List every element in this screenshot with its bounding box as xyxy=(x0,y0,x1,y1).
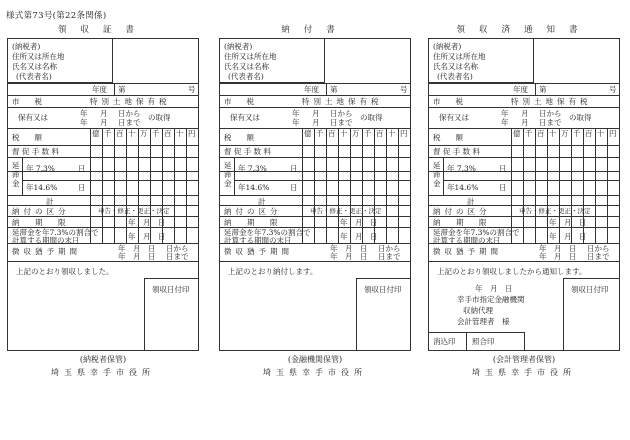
deferral-ymd-2: 年 月 日 xyxy=(118,252,156,261)
form-number: 様式第73号(第22条関係) xyxy=(6,11,107,21)
period-year-1: 年 xyxy=(80,109,88,118)
period-year-2: 年 xyxy=(80,118,88,127)
rate2: 年14.6% xyxy=(238,183,270,192)
bank-name: 幸手市指定金融機関 xyxy=(457,295,525,304)
deferral-from: 日から xyxy=(378,244,401,253)
digit-column-line xyxy=(126,128,127,243)
digit-column-line xyxy=(174,128,175,243)
rule-line xyxy=(220,145,410,146)
to-label: 日まで xyxy=(118,118,141,127)
divider xyxy=(114,83,115,95)
address-label: 住所又は所在地 xyxy=(433,52,486,61)
rule-line xyxy=(429,216,619,217)
rate1: 年 7.3% xyxy=(238,164,267,173)
deferral-label: 徴収猶予期間 xyxy=(433,247,502,256)
total-label: 計 xyxy=(467,197,475,206)
rate1-day: 日 xyxy=(78,164,86,173)
message: 上記のとおり領収しました。 xyxy=(16,267,114,276)
rule-line xyxy=(220,216,410,217)
rule-line xyxy=(443,180,619,181)
rate1-day: 日 xyxy=(499,164,507,173)
name-label: 氏名又は名称 xyxy=(224,62,269,71)
to-label: 日まで xyxy=(330,118,353,127)
holding-label: 保有又は xyxy=(230,113,260,122)
rule-line xyxy=(220,157,410,158)
rule-line xyxy=(429,261,619,262)
digit-column-line xyxy=(595,128,596,243)
rule-line xyxy=(8,145,198,146)
rule-line xyxy=(8,107,198,108)
address-label: 住所又は所在地 xyxy=(224,52,277,61)
city-tax-label: 市 税 xyxy=(433,97,463,106)
panel-title: 領収済通知書 xyxy=(456,25,592,35)
message: 上記のとおり納付します。 xyxy=(228,267,318,276)
panel-title: 納付書 xyxy=(281,25,349,35)
rule-line xyxy=(429,107,619,108)
rep-label: (代表者名) xyxy=(16,72,52,81)
taxpayer-box xyxy=(8,39,113,83)
rule-line xyxy=(22,180,198,181)
digit-label: 千 xyxy=(104,129,112,138)
taxpayer-label: (納税者) xyxy=(12,42,41,51)
deadline-label: 納 期 限 xyxy=(224,218,282,227)
penalty-end-ymd: 年 月 日 xyxy=(128,232,166,241)
city-tax-label: 市 税 xyxy=(12,97,42,106)
digit-label: 円 xyxy=(188,129,196,138)
form-panel-2 xyxy=(219,38,411,351)
footer-city: 埼玉県幸手市役所 xyxy=(263,368,367,377)
acquisition-label: の取得 xyxy=(148,113,171,122)
digit-label: 円 xyxy=(609,129,617,138)
footer-role: (金融機関保管) xyxy=(287,355,343,364)
digit-label: 百 xyxy=(328,129,336,138)
digit-label: 万 xyxy=(561,129,569,138)
deferral-to: 日まで xyxy=(166,252,189,261)
digit-label: 万 xyxy=(352,129,360,138)
penalty-divider xyxy=(22,157,23,195)
tax-amount-label: 税 額 xyxy=(224,133,254,142)
deferral-ymd-1: 年 月 日 xyxy=(539,244,577,253)
digit-column-line xyxy=(198,128,199,243)
rate2-day: 日 xyxy=(290,183,298,192)
deferral-label: 徴収猶予期間 xyxy=(12,247,81,256)
taxpayer-label: (納税者) xyxy=(224,42,253,51)
rule-line xyxy=(220,261,410,262)
digit-label: 十 xyxy=(340,129,348,138)
name-label: 氏名又は名称 xyxy=(433,62,478,71)
footer-city: 埼玉県幸手市役所 xyxy=(472,368,576,377)
divider xyxy=(326,83,327,95)
digit-label: 十 xyxy=(549,129,557,138)
year-label: 年度 xyxy=(304,85,319,94)
rate2: 年14.6% xyxy=(447,183,479,192)
from-label: 日から xyxy=(539,109,562,118)
period-year-2: 年 xyxy=(292,118,300,127)
penalty-label: 延滞金 xyxy=(224,161,232,188)
total-label: 計 xyxy=(258,197,266,206)
digit-label: 百 xyxy=(585,129,593,138)
rule-line xyxy=(220,95,410,96)
deadline-ymd: 年 月 日 xyxy=(340,218,378,227)
tax-type: 特別土地保有税 xyxy=(90,97,171,106)
penalty-end-ymd: 年 月 日 xyxy=(549,232,587,241)
payment-class-label: 納付の区分 xyxy=(224,207,282,216)
number-suffix: 号 xyxy=(400,85,408,94)
deadline-label: 納 期 限 xyxy=(433,218,491,227)
tax-type: 特別土地保有税 xyxy=(511,97,592,106)
deferral-ymd-1: 年 月 日 xyxy=(118,244,156,253)
rule-line xyxy=(8,95,198,96)
rule-line xyxy=(8,157,198,158)
deferral-ymd-1: 年 月 日 xyxy=(330,244,368,253)
digit-label: 億 xyxy=(92,129,100,138)
rule-line xyxy=(220,107,410,108)
deadline-label: 納 期 限 xyxy=(12,218,70,227)
city-tax-label: 市 税 xyxy=(224,97,254,106)
rule-line xyxy=(429,195,619,196)
year-label: 年度 xyxy=(513,85,528,94)
tax-type: 特別土地保有税 xyxy=(302,97,383,106)
rule-line xyxy=(429,205,619,206)
digit-column-line xyxy=(326,128,327,243)
acquisition-label: の取得 xyxy=(360,113,383,122)
digit-column-line xyxy=(338,128,339,243)
holding-label: 保有又は xyxy=(18,113,48,122)
rule-line xyxy=(8,195,198,196)
period-year-1: 年 xyxy=(501,109,509,118)
digit-column-line xyxy=(186,128,187,243)
penalty-label: 延滞金 xyxy=(12,161,20,188)
rule-line xyxy=(429,95,619,96)
digit-label: 万 xyxy=(140,129,148,138)
number-label: 第 xyxy=(539,85,547,94)
deferral-to: 日まで xyxy=(587,252,610,261)
digit-column-line xyxy=(547,128,548,243)
rule-line xyxy=(429,83,619,84)
deferral-ymd-2: 年 月 日 xyxy=(539,252,577,261)
reminder-fee-label: 督 促 手 数 料 xyxy=(224,147,272,156)
digit-column-line xyxy=(523,128,524,243)
from-label: 日から xyxy=(330,109,353,118)
penalty-divider xyxy=(234,157,235,195)
acquisition-label: の取得 xyxy=(569,113,592,122)
digit-label: 十 xyxy=(597,129,605,138)
period-month-1: 月 xyxy=(312,109,320,118)
address-label: 住所又は所在地 xyxy=(12,52,65,61)
deferral-from: 日から xyxy=(587,244,610,253)
penalty-divider xyxy=(443,157,444,195)
total-label: 計 xyxy=(46,197,54,206)
payment-class-label: 納付の区分 xyxy=(433,207,491,216)
digit-label: 千 xyxy=(364,129,372,138)
period-month-1: 月 xyxy=(521,109,529,118)
digit-column-line xyxy=(535,128,536,243)
rule-line xyxy=(220,83,410,84)
digit-column-line xyxy=(511,128,512,243)
deferral-label: 徴収猶予期間 xyxy=(224,247,293,256)
year-label: 年度 xyxy=(92,85,107,94)
number-label: 第 xyxy=(330,85,338,94)
digit-column-line xyxy=(302,128,303,243)
rule-line xyxy=(429,157,619,158)
period-month-1: 月 xyxy=(100,109,108,118)
agent-label: 収納代理 xyxy=(463,306,493,315)
form-panel-1 xyxy=(7,38,199,351)
digit-label: 百 xyxy=(164,129,172,138)
payment-class-label: 納付の区分 xyxy=(12,207,70,216)
taxpayer-box xyxy=(429,39,534,83)
digit-column-line xyxy=(314,128,315,243)
deadline-ymd: 年 月 日 xyxy=(549,218,587,227)
form-panel-3 xyxy=(428,38,620,351)
digit-column-line xyxy=(410,128,411,243)
class-options: 申告・修正・更正・決定 xyxy=(519,207,591,215)
digit-label: 千 xyxy=(152,129,160,138)
reminder-fee-label: 督 促 手 数 料 xyxy=(433,147,481,156)
penalty-end-label: 延滞金を年7.3%の割合で計算する期間の末日 xyxy=(12,228,99,245)
rep-label: (代表者名) xyxy=(437,72,473,81)
panel-title: 領収証書 xyxy=(57,25,148,35)
penalty-end-label: 延滞金を年7.3%の割合で計算する期間の末日 xyxy=(224,228,311,245)
digit-label: 億 xyxy=(513,129,521,138)
taxpayer-label: (納税者) xyxy=(433,42,462,51)
rate2-day: 日 xyxy=(78,183,86,192)
digit-column-line xyxy=(398,128,399,243)
check-seal: 照合印 xyxy=(472,337,495,346)
digit-label: 百 xyxy=(376,129,384,138)
number-suffix: 号 xyxy=(188,85,196,94)
penalty-end-label: 延滞金を年7.3%の割合で計算する期間の末日 xyxy=(433,228,520,245)
digit-label: 十 xyxy=(388,129,396,138)
deferral-from: 日から xyxy=(166,244,189,253)
rate1: 年 7.3% xyxy=(26,164,55,173)
notice-date: 年 月 日 xyxy=(475,284,513,293)
digit-column-line xyxy=(102,128,103,243)
footer-city: 埼玉県幸手市役所 xyxy=(51,368,155,377)
rate1: 年 7.3% xyxy=(447,164,476,173)
digit-column-line xyxy=(619,128,620,243)
period-year-2: 年 xyxy=(501,118,509,127)
stamp-label: 領収日付印 xyxy=(152,285,190,294)
digit-column-line xyxy=(607,128,608,243)
digit-label: 千 xyxy=(525,129,533,138)
period-month-2: 月 xyxy=(312,118,320,127)
digit-column-line xyxy=(386,128,387,243)
deadline-ymd: 年 月 日 xyxy=(128,218,166,227)
rule-line xyxy=(234,180,410,181)
deferral-to: 日まで xyxy=(378,252,401,261)
stamp-label: 領収日付印 xyxy=(364,285,402,294)
digit-label: 千 xyxy=(573,129,581,138)
rate2-day: 日 xyxy=(499,183,507,192)
class-options: 申告・修正・更正・決定 xyxy=(310,207,382,215)
taxpayer-box xyxy=(220,39,325,83)
period-year-1: 年 xyxy=(292,109,300,118)
digit-column-line xyxy=(114,128,115,243)
seal-divider xyxy=(466,332,467,351)
class-options: 申告・修正・更正・決定 xyxy=(98,207,170,215)
erase-seal: 消込印 xyxy=(433,337,456,346)
period-month-2: 月 xyxy=(100,118,108,127)
rule-line xyxy=(220,195,410,196)
rule-line xyxy=(429,145,619,146)
digit-label: 百 xyxy=(116,129,124,138)
number-suffix: 号 xyxy=(609,85,617,94)
rule-line xyxy=(8,216,198,217)
divider xyxy=(535,83,536,95)
holding-label: 保有又は xyxy=(439,113,469,122)
rule-line xyxy=(8,205,198,206)
digit-label: 千 xyxy=(316,129,324,138)
reminder-fee-label: 督 促 手 数 料 xyxy=(12,147,60,156)
from-label: 日から xyxy=(118,109,141,118)
penalty-end-ymd: 年 月 日 xyxy=(340,232,378,241)
digit-label: 十 xyxy=(128,129,136,138)
message: 上記のとおり領収しましたから通知します。 xyxy=(437,267,587,276)
period-month-2: 月 xyxy=(521,118,529,127)
digit-column-line xyxy=(90,128,91,243)
rule-line xyxy=(8,83,198,84)
tax-amount-label: 税 額 xyxy=(12,133,42,142)
rule-line xyxy=(8,261,198,262)
deferral-ymd-2: 年 月 日 xyxy=(330,252,368,261)
rate1-day: 日 xyxy=(290,164,298,173)
rate2: 年14.6% xyxy=(26,183,58,192)
digit-label: 十 xyxy=(176,129,184,138)
to-label: 日まで xyxy=(539,118,562,127)
manager-label: 会計管理者 様 xyxy=(457,317,510,326)
digit-label: 億 xyxy=(304,129,312,138)
rule-line xyxy=(220,205,410,206)
name-label: 氏名又は名称 xyxy=(12,62,57,71)
number-label: 第 xyxy=(118,85,126,94)
digit-label: 円 xyxy=(400,129,408,138)
tax-amount-label: 税 額 xyxy=(433,133,463,142)
stamp-label: 領収日付印 xyxy=(571,285,609,294)
footer-role: (会計管理者保管) xyxy=(492,355,556,364)
rep-label: (代表者名) xyxy=(228,72,264,81)
digit-label: 百 xyxy=(537,129,545,138)
penalty-label: 延滞金 xyxy=(433,161,441,188)
footer-role: (納税者保管) xyxy=(79,355,127,364)
